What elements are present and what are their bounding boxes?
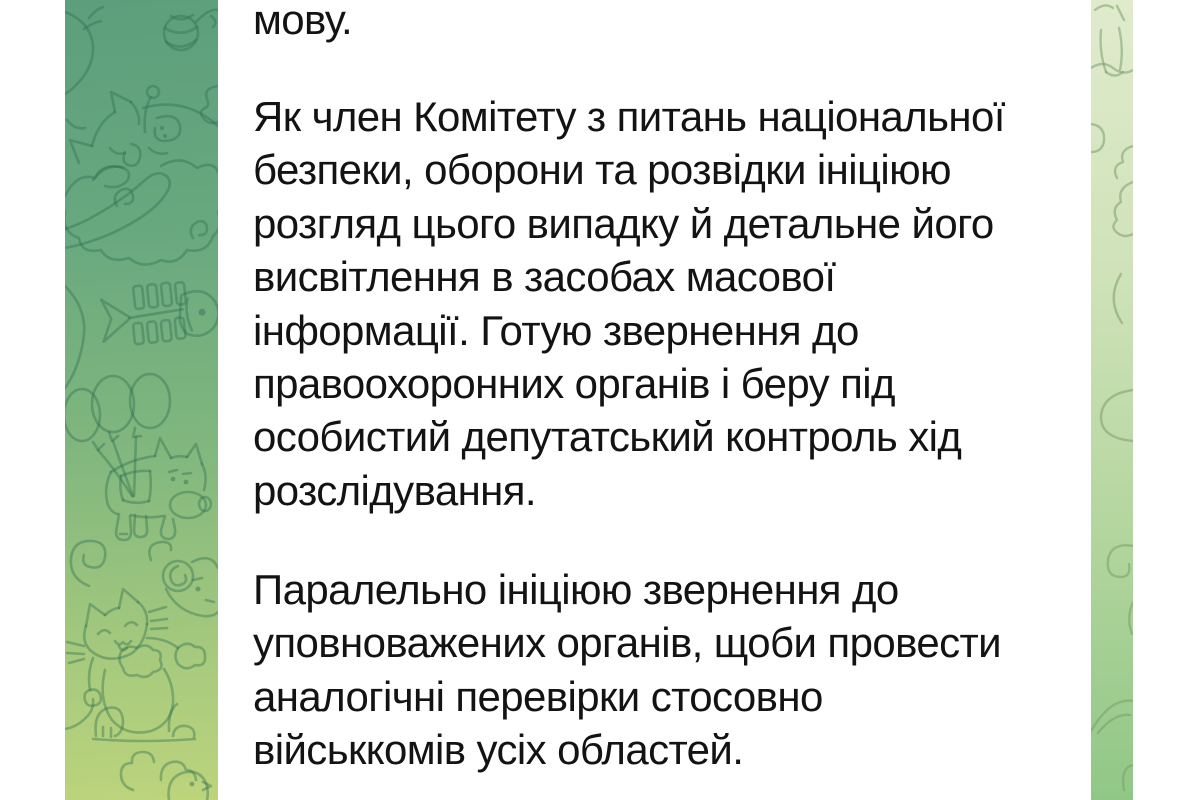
message-paragraph — [253, 90, 1005, 517]
spiral-icon — [1108, 545, 1133, 577]
message-line: Як член Комітету з питань національної — [253, 93, 1005, 140]
circle-partial-bottom-icon — [1123, 765, 1133, 790]
message-line: розслідування. — [253, 466, 536, 514]
cloud-partial-icon — [65, 286, 84, 388]
white-margin-right — [1133, 0, 1200, 800]
message-line: безпеки, оборони та розвідки ініціюю — [253, 146, 951, 194]
bird-icon — [121, 752, 211, 800]
wing-arc-icon — [1091, 701, 1133, 733]
yarn-ball-icon — [164, 10, 218, 50]
wallpaper-doodles-right — [1091, 0, 1133, 800]
arc-icon — [1114, 274, 1122, 323]
circle-partial-icon — [1101, 390, 1133, 441]
cloud-partial-icon — [1113, 146, 1133, 236]
message-line: військкомів усіх областей. — [253, 726, 744, 774]
message-line: уповноважених органів, щоби провести — [253, 619, 1001, 667]
message-line: висвітлення в засобах масової — [253, 253, 836, 301]
spiral-icon — [71, 541, 105, 586]
white-margin-left — [0, 0, 65, 800]
message-line: мову. — [253, 0, 353, 43]
message-line: правоохоронних органів і беру під — [253, 359, 895, 407]
circle-partial-icon — [1091, 124, 1104, 152]
flying-dog-icon — [106, 438, 211, 540]
message-paragraph — [253, 563, 1001, 777]
happy-cat-icon — [65, 589, 205, 741]
message-line: розгляд цього випадку й детальне його — [253, 199, 994, 247]
chat-wallpaper-left — [65, 0, 218, 800]
chat-wallpaper-right — [1091, 0, 1133, 800]
message-paragraph — [253, 0, 352, 46]
wallpaper-doodles-left — [65, 0, 218, 800]
mouse-icon — [149, 542, 218, 616]
sleeping-cat-on-cloud-icon — [65, 86, 218, 265]
paw-partial-icon — [1091, 5, 1133, 75]
message-line: інформації. Готую звернення до — [253, 306, 859, 354]
balloons-icon — [65, 374, 170, 496]
message-line: аналогічні перевірки стосовно — [253, 672, 823, 720]
fish-skeleton-icon — [98, 278, 218, 348]
message-line: Паралельно ініціюю звернення до — [253, 566, 899, 613]
curve-icon — [1129, 602, 1133, 634]
message-line: особистий депутатський контроль хід — [253, 413, 962, 461]
